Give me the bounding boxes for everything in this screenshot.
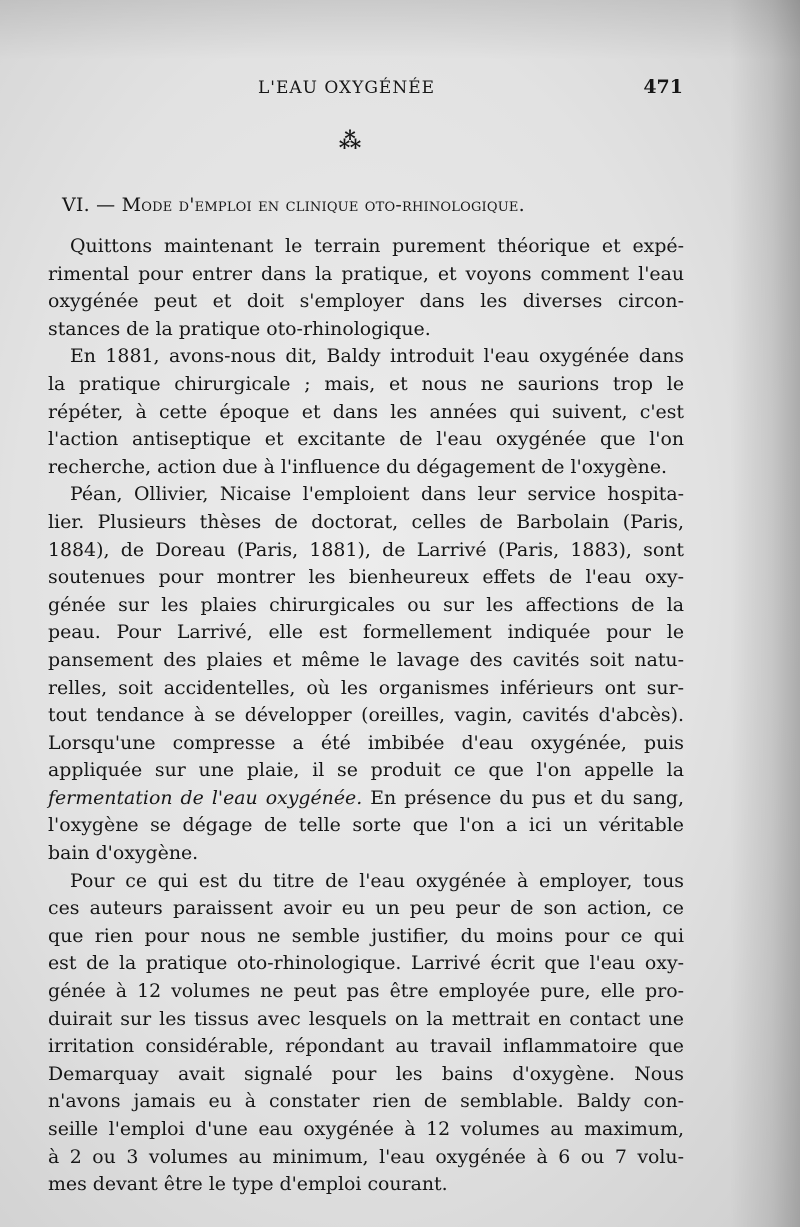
- text-line: génée à 12 volumes ne peut pas être employée pure, elle pro-: [48, 980, 684, 1003]
- text-line: Pour ce qui est du titre de l'eau oxygénée à employer, tous: [70, 869, 684, 892]
- running-title: L'EAU OXYGÉNÉE: [258, 78, 436, 98]
- asterism-ornament: ⁂: [338, 128, 362, 154]
- text-line: que rien pour nous ne semble justifier, du moins pour ce qui: [48, 924, 684, 947]
- text-line: à 2 ou 3 volumes au minimum, l'eau oxygénée à 6 ou 7 volu-: [48, 1145, 684, 1168]
- italic-phrase: fermentation de l'eau oxygénée.: [48, 786, 363, 809]
- text-line: irritation considérable, répondant au travail inflammatoire que: [48, 1035, 684, 1058]
- text-line: pansement des plaies et même le lavage des cavités soit natu-: [48, 648, 684, 671]
- body-text: [48, 233, 684, 1199]
- text-line: lier. Plusieurs thèses de doctorat, celles de Barbolain (Paris,: [48, 510, 684, 533]
- binding-shadow: [730, 0, 800, 1227]
- running-head: [48, 76, 683, 106]
- page-number: 471: [643, 76, 683, 98]
- text-line: mes devant être le type d'emploi courant.: [48, 1173, 448, 1196]
- text-line: Péan, Ollivier, Nicaise l'emploient dans leur service hospita-: [70, 483, 684, 506]
- text-line: Quittons maintenant le terrain purement théorique et expé-: [70, 235, 684, 257]
- text-line: peau. Pour Larrivé, elle est formellement indiquée pour le: [48, 621, 684, 644]
- text-line: la pratique chirurgicale ; mais, et nous ne saurions trop le: [48, 372, 684, 395]
- text-line: l'action antiseptique et excitante de l'eau oxygénée que l'on: [48, 428, 684, 451]
- text-line: est de la pratique oto-rhinologique. Larrivé écrit que l'eau oxy-: [48, 952, 684, 975]
- text-line: bain d'oxygène.: [48, 842, 199, 865]
- text-fragment: En présence du pus et du sang,: [362, 786, 684, 809]
- text-line: ces auteurs paraissent avoir eu un peu peur de son action, ce: [48, 897, 684, 920]
- text-line: soutenues pour montrer les bienheureux effets de l'eau oxy-: [48, 566, 684, 589]
- text-line: répéter, à cette époque et dans les années qui suivent, c'est: [48, 400, 684, 423]
- text-line: appliquée sur une plaie, il se produit ce que l'on appelle la: [48, 759, 684, 782]
- text-line: duirait sur les tissus avec lesquels on la mettrait en contact une: [48, 1007, 684, 1030]
- text-line: rimental pour entrer dans la pratique, et voyons comment l'eau: [48, 262, 684, 285]
- text-line: En 1881, avons-nous dit, Baldy introduit l'eau oxygénée dans: [70, 345, 684, 368]
- text-line: seille l'emploi d'une eau oxygénée à 12 volumes au maximum,: [48, 1118, 684, 1140]
- text-line: l'oxygène se dégage de telle sorte que l'on a ici un véritable: [48, 814, 684, 837]
- text-line: stances de la pratique oto-rhinologique.: [48, 317, 431, 340]
- section-title: Mode d'emploi en clinique oto-rhinologique.: [121, 194, 525, 216]
- text-line: génée sur les plaies chirurgicales ou sur les affections de la: [48, 593, 684, 616]
- text-line: n'avons jamais eu à constater rien de semblable. Baldy con-: [48, 1090, 684, 1113]
- text-line: 1884), de Doreau (Paris, 1881), de Larrivé (Paris, 1883), sont: [48, 538, 684, 561]
- text-line: recherche, action due à l'influence du dégagement de l'oxygène.: [48, 455, 668, 478]
- text-line: Demarquay avait signalé pour les bains d'oxygène. Nous: [48, 1062, 684, 1085]
- text-line: tout tendance à se développer (oreilles, vagin, cavités d'abcès).: [48, 704, 684, 727]
- text-line-mixed: [48, 785, 684, 813]
- section-heading: [62, 194, 525, 216]
- text-line: Lorsqu'une compresse a été imbibée d'eau oxygénée, puis: [48, 731, 684, 754]
- section-number: VI. —: [62, 194, 116, 216]
- text-line: oxygénée peut et doit s'employer dans les diverses circon-: [48, 290, 684, 313]
- text-line: relles, soit accidentelles, où les organismes inférieurs ont sur-: [48, 676, 684, 699]
- page-shading: [0, 0, 800, 60]
